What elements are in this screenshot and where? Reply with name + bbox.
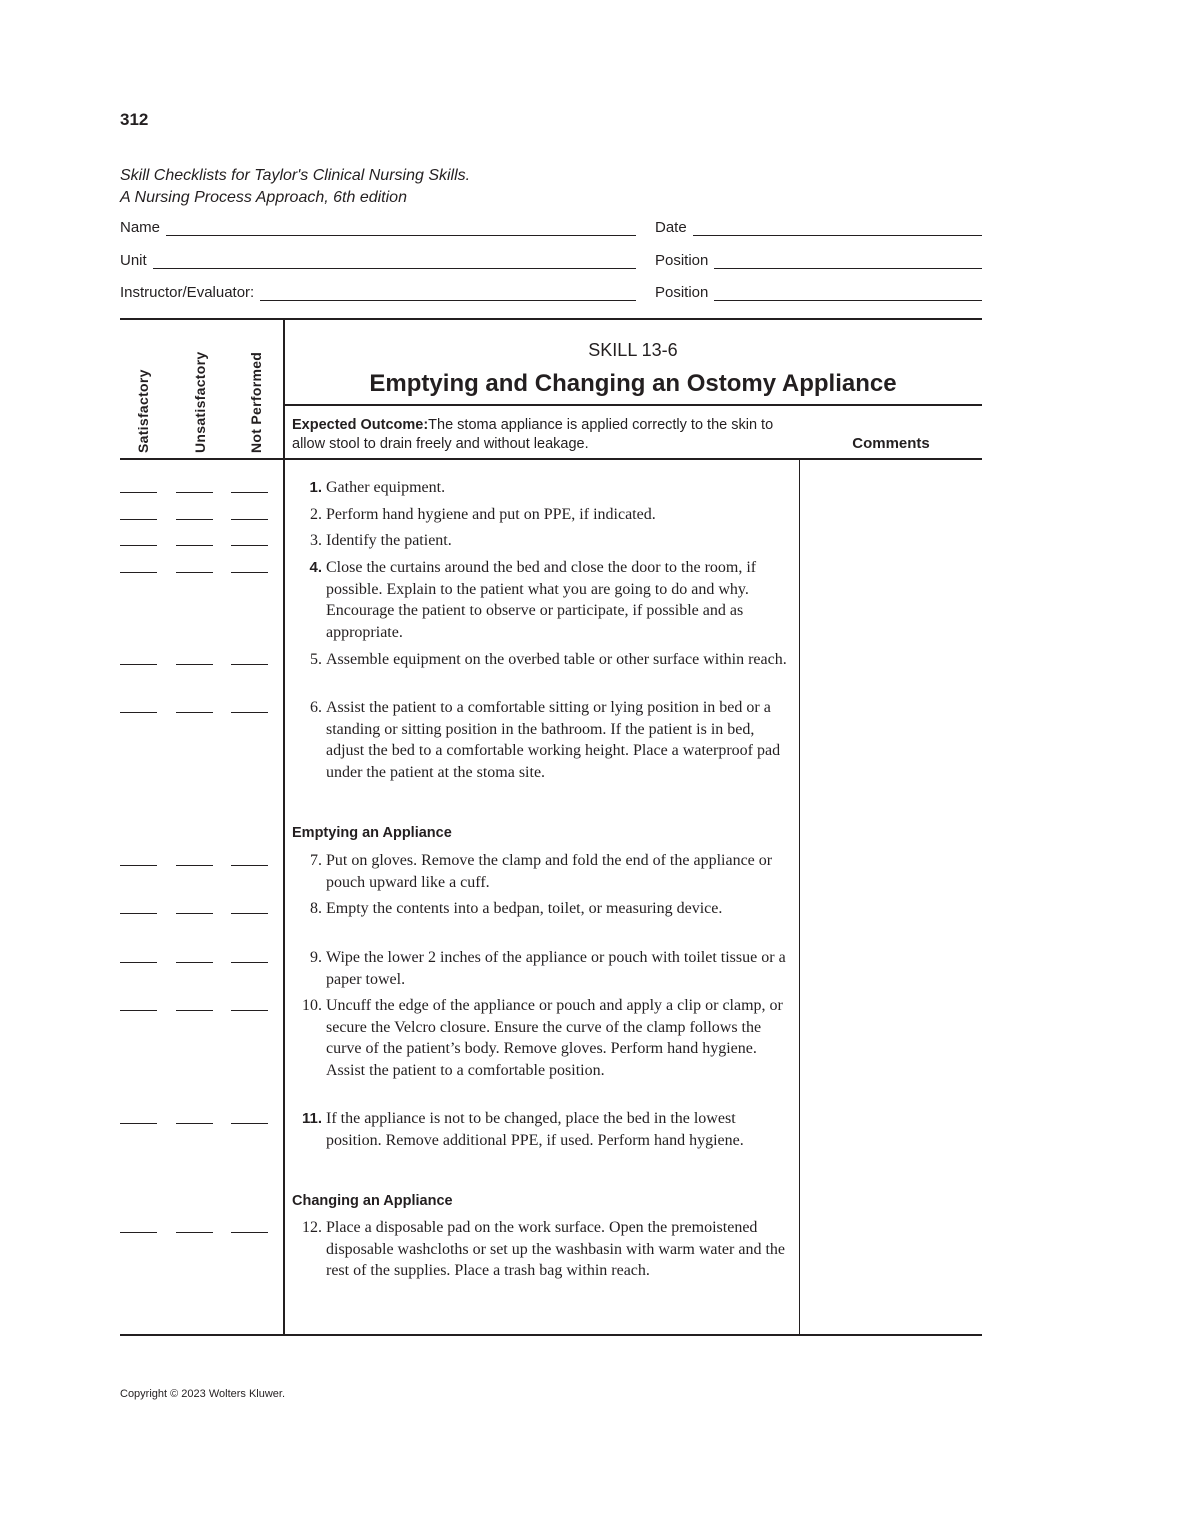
not-performed-header: Not Performed xyxy=(248,351,264,453)
book-title-line-1: Skill Checklists for Taylor's Clinical Nursing Skills. xyxy=(120,167,471,184)
satisfactory-header: Satisfactory xyxy=(135,369,151,453)
unsatisfactory-blank[interactable] xyxy=(176,491,213,493)
section-heading-changing: Changing an Appliance xyxy=(292,1193,453,1209)
step-4 xyxy=(294,557,794,643)
name-label: Name xyxy=(120,219,161,236)
position-label-1: Position xyxy=(655,252,709,269)
not-performed-blank[interactable] xyxy=(231,961,268,963)
title-rule xyxy=(284,404,982,406)
outcome-label: Expected Outcome: xyxy=(292,417,429,433)
step-text: Perform hand hygiene and put on PPE, if indicated. xyxy=(326,506,656,523)
satisfactory-blank[interactable] xyxy=(120,663,157,665)
step-8 xyxy=(294,898,794,920)
table-top-rule xyxy=(120,318,982,320)
header-bottom-rule xyxy=(120,458,982,460)
step-7 xyxy=(294,850,794,893)
step-3 xyxy=(294,530,794,552)
instructor-field[interactable] xyxy=(120,284,636,301)
satisfactory-blank[interactable] xyxy=(120,491,157,493)
name-line[interactable] xyxy=(166,225,636,236)
satisfactory-blank[interactable] xyxy=(120,961,157,963)
date-line[interactable] xyxy=(693,225,982,236)
position-line-1[interactable] xyxy=(714,258,982,269)
step-2 xyxy=(294,504,794,526)
step-text: If the appliance is not to be changed, place the bed in the lowest position. Remove additional PPE, if used. Perform hand hygiene. xyxy=(326,1110,744,1149)
instructor-label: Instructor/Evaluator: xyxy=(120,284,255,301)
comments-divider xyxy=(799,459,800,1336)
step-number: 9. xyxy=(310,949,322,966)
step-number: 6. xyxy=(310,699,322,716)
not-performed-blank[interactable] xyxy=(231,1122,268,1124)
unsatisfactory-blank[interactable] xyxy=(176,961,213,963)
step-text: Wipe the lower 2 inches of the appliance or pouch with toilet tissue or a paper towel. xyxy=(326,949,786,988)
not-performed-blank[interactable] xyxy=(231,864,268,866)
satisfactory-blank[interactable] xyxy=(120,1231,157,1233)
step-11 xyxy=(294,1108,794,1151)
position-line-2[interactable] xyxy=(714,290,982,301)
step-12 xyxy=(294,1217,794,1282)
step-number: 5. xyxy=(310,651,322,668)
comments-header: Comments xyxy=(852,435,930,452)
copyright: Copyright © 2023 Wolters Kluwer. xyxy=(120,1388,286,1400)
step-6 xyxy=(294,697,794,783)
step-number: 11. xyxy=(301,1110,322,1127)
unsatisfactory-header: Unsatisfactory xyxy=(192,351,208,453)
step-text: Assist the patient to a comfortable sitting or lying position in bed or a standing or sitting position in the bathroom. If the patient is in bed, adjust the bed to a comfortable working height. Place a waterproof pad under the patient at the stoma site. xyxy=(326,699,781,781)
skill-number: SKILL 13-6 xyxy=(588,340,678,360)
not-performed-blank[interactable] xyxy=(231,544,268,546)
satisfactory-blank[interactable] xyxy=(120,518,157,520)
step-text: Close the curtains around the bed and close the door to the room, if possible. Explain to the patient what you are going to do and why. Encourage the patient to observe or participate, if possible and as appropriate. xyxy=(326,559,757,641)
unit-label: Unit xyxy=(120,252,147,269)
satisfactory-blank[interactable] xyxy=(120,711,157,713)
step-text: Gather equipment. xyxy=(326,479,446,496)
table-bottom-rule xyxy=(120,1334,982,1336)
unsatisfactory-blank[interactable] xyxy=(176,1009,213,1011)
step-5 xyxy=(294,649,794,671)
step-1 xyxy=(294,477,794,499)
not-performed-blank[interactable] xyxy=(231,711,268,713)
step-number: 3. xyxy=(310,532,322,549)
satisfactory-blank[interactable] xyxy=(120,571,157,573)
step-number: 1. xyxy=(309,479,322,496)
not-performed-blank[interactable] xyxy=(231,912,268,914)
satisfactory-blank[interactable] xyxy=(120,544,157,546)
step-text: Put on gloves. Remove the clamp and fold the end of the appliance or pouch upward like a cuff. xyxy=(326,852,773,891)
satisfactory-blank[interactable] xyxy=(120,864,157,866)
unit-field[interactable] xyxy=(120,252,636,269)
expected-outcome xyxy=(292,416,792,454)
instructor-line[interactable] xyxy=(260,290,636,301)
satisfactory-blank[interactable] xyxy=(120,912,157,914)
not-performed-blank[interactable] xyxy=(231,491,268,493)
unsatisfactory-blank[interactable] xyxy=(176,912,213,914)
not-performed-blank[interactable] xyxy=(231,571,268,573)
unsatisfactory-blank[interactable] xyxy=(176,518,213,520)
position-label-2: Position xyxy=(655,284,709,301)
page-number: 312 xyxy=(120,110,149,129)
step-number: 7. xyxy=(310,852,322,869)
unsatisfactory-blank[interactable] xyxy=(176,571,213,573)
step-number: 10. xyxy=(302,997,322,1014)
not-performed-blank[interactable] xyxy=(231,518,268,520)
not-performed-blank[interactable] xyxy=(231,663,268,665)
step-text: Identify the patient. xyxy=(326,532,452,549)
book-title xyxy=(120,165,470,209)
step-number: 2. xyxy=(310,506,322,523)
unsatisfactory-blank[interactable] xyxy=(176,1122,213,1124)
position-field-2[interactable] xyxy=(655,284,982,301)
skill-title: Emptying and Changing an Ostomy Appliance xyxy=(369,370,897,397)
satisfactory-blank[interactable] xyxy=(120,1122,157,1124)
step-text: Place a disposable pad on the work surface. Open the premoistened disposable washcloths or set up the washbasin with warm water and the rest of the supplies. Place a trash bag within reach. xyxy=(326,1219,786,1280)
date-label: Date xyxy=(655,219,687,236)
table-divider-vertical xyxy=(283,319,285,1336)
step-text: Assemble equipment on the overbed table or other surface within reach. xyxy=(326,651,787,668)
name-field[interactable] xyxy=(120,219,636,236)
unsatisfactory-blank[interactable] xyxy=(176,711,213,713)
step-text: Uncuff the edge of the appliance or pouch and apply a clip or clamp, or secure the Velcro closure. Ensure the curve of the clamp follows the curve of the patient’s body. Remove gloves. Perform hand hygiene. Assist the patient to a comfortable position. xyxy=(326,997,783,1079)
not-performed-blank[interactable] xyxy=(231,1231,268,1233)
not-performed-blank[interactable] xyxy=(231,1009,268,1011)
step-9 xyxy=(294,947,794,990)
step-number: 4. xyxy=(309,559,322,576)
step-10 xyxy=(294,995,794,1081)
step-number: 12. xyxy=(302,1219,322,1236)
satisfactory-blank[interactable] xyxy=(120,1009,157,1011)
unsatisfactory-blank[interactable] xyxy=(176,663,213,665)
unsatisfactory-blank[interactable] xyxy=(176,1231,213,1233)
step-text: Empty the contents into a bedpan, toilet, or measuring device. xyxy=(326,900,723,917)
book-title-line-2: A Nursing Process Approach, 6th edition xyxy=(120,189,407,206)
position-field-1[interactable] xyxy=(655,252,982,269)
date-field[interactable] xyxy=(655,219,982,236)
unit-line[interactable] xyxy=(153,258,636,269)
unsatisfactory-blank[interactable] xyxy=(176,864,213,866)
step-number: 8. xyxy=(310,900,322,917)
section-heading-emptying: Emptying an Appliance xyxy=(292,825,452,841)
unsatisfactory-blank[interactable] xyxy=(176,544,213,546)
outcome-text: The stoma appliance is applied correctly to the skin to allow stool to drain freely and without leakage. xyxy=(292,417,774,452)
